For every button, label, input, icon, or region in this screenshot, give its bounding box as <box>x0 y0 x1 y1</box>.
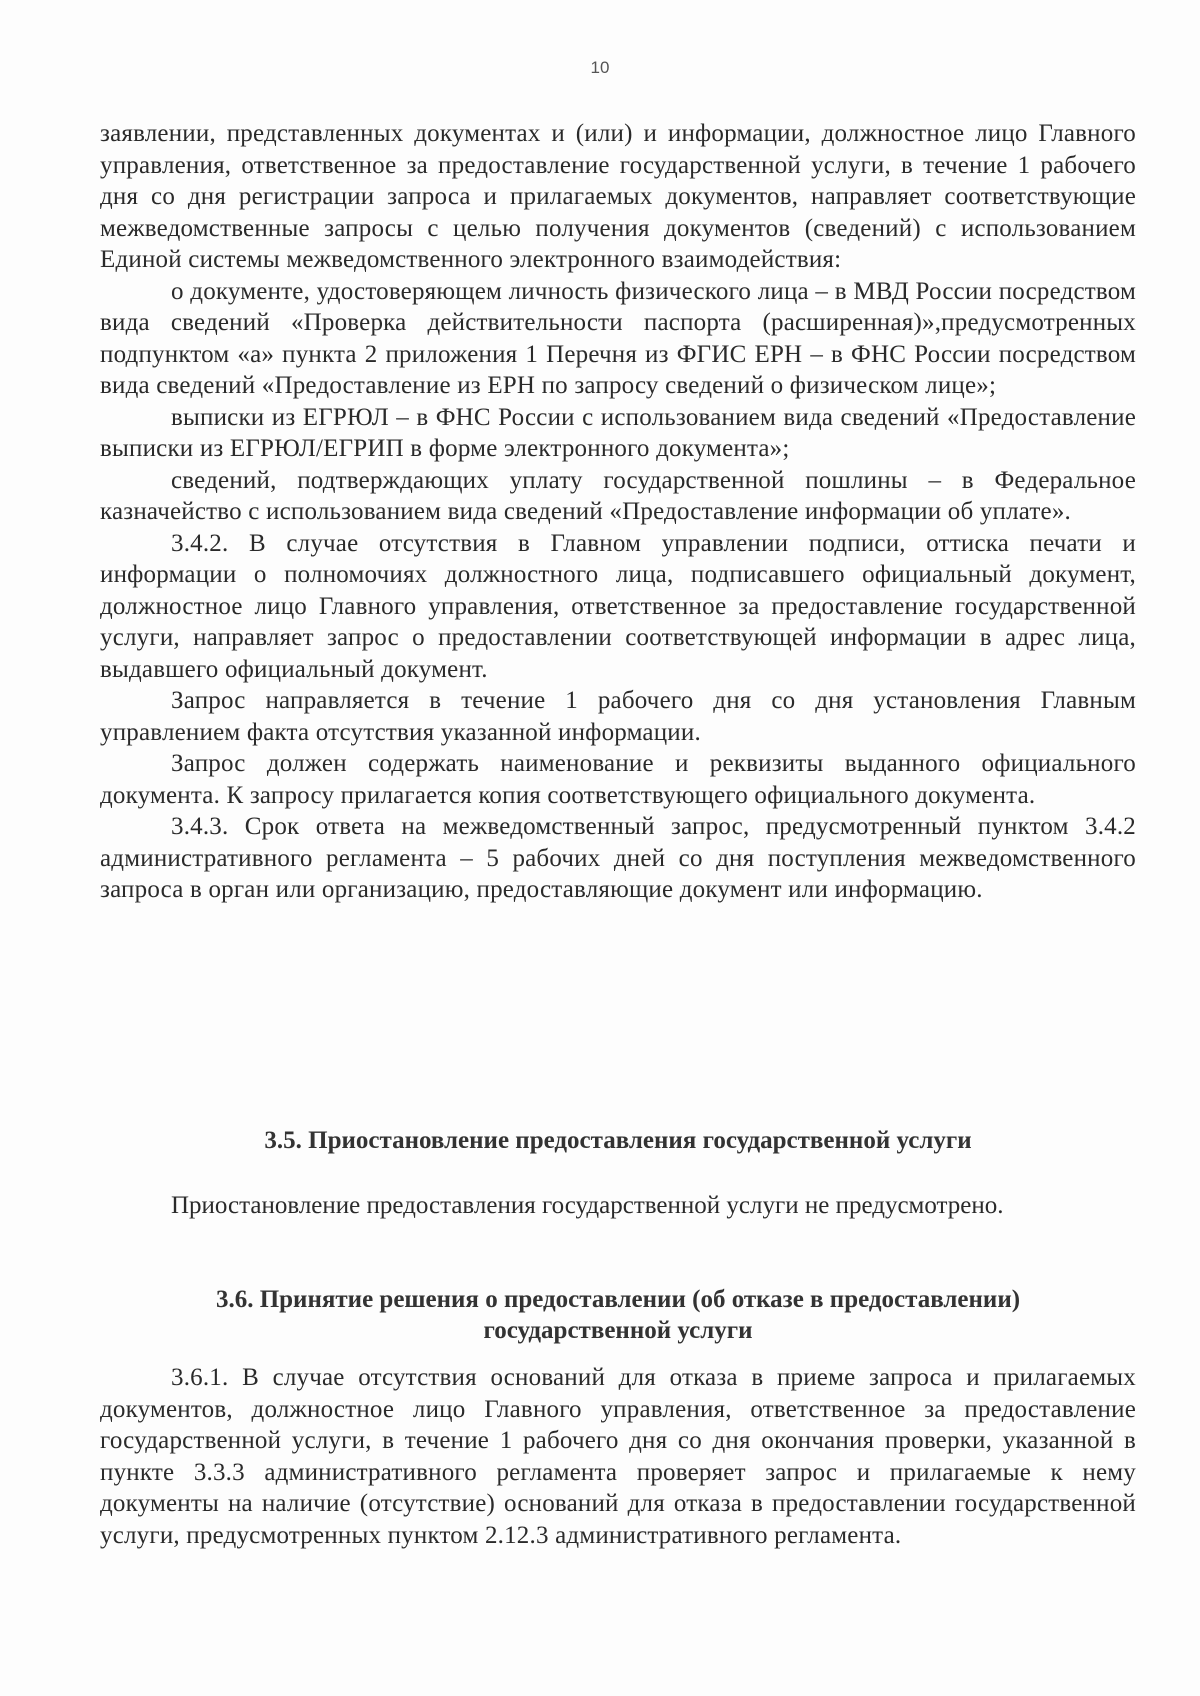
section-heading-3-6-line-1: 3.6. Принятие решения о предоставлении (об отказе в предоставлении) <box>215 1286 1021 1313</box>
paragraph: сведений, подтверждающих уплату государственной пошлины – в Федеральное казначейство с использованием вида сведений «Предоставление информации об уплате». <box>100 466 1136 525</box>
section-3-5-body: Приостановление предоставления государственной услуги не предусмотрено. <box>171 1192 1004 1219</box>
paragraph: Запрос направляется в течение 1 рабочего дня со дня установления Главным управлением факта отсутствия указанной информации. <box>100 687 1136 746</box>
page-number: 10 <box>590 58 610 77</box>
body-text-bottom <box>100 1362 1136 1551</box>
paragraph: выписки из ЕГРЮЛ – в ФНС России с использованием вида сведений «Предоставление выписки из ЕГРЮЛ/ЕГРИП в форме электронного документа»; <box>100 403 1136 462</box>
section-heading-3-5: 3.5. Приостановление предоставления государственной услуги <box>264 1127 972 1154</box>
section-heading-3-6 <box>100 1284 1136 1346</box>
paragraph: 3.4.3. Срок ответа на межведомственный запрос, предусмотренный пунктом 3.4.2 административного регламента – 5 рабочих дней со дня поступления межведомственного запроса в орган или организацию, предоставляющие документ или информацию. <box>100 813 1136 903</box>
body-text-top <box>100 118 1136 906</box>
paragraph: о документе, удостоверяющем личность физического лица – в МВД России посредством вида сведений «Проверка действительности паспорта (расширенная)»,предусмотренных подпунктом «а» пункта 2 приложения 1 Перечня из ФГИС ЕРН – в ФНС России посредством вида сведений «Предоставление из ЕРН по запросу сведений о физическом лице»; <box>100 277 1136 399</box>
paragraph: 3.4.2. В случае отсутствия в Главном управлении подписи, оттиска печати и информации о полномочиях должностного лица, подписавшего официальный документ, должностное лицо Главного управления, ответственное за предоставление государственной услуги, направляет запрос о предоставлении соответствующей информации в адрес лица, выдавшего официальный документ. <box>100 529 1136 683</box>
section-heading-3-6-line-2: государственной услуги <box>483 1317 753 1344</box>
paragraph: заявлении, представленных документах и (или) и информации, должностное лицо Главного управления, ответственное за предоставление государственной услуги, в течение 1 рабочего дня со дня регистрации запроса и прилагаемых документов, направляет соответствующие межведомственные запросы с целью получения документов (сведений) с использованием Единой системы межведомственного электронного взаимодействия: <box>100 120 1136 273</box>
paragraph: 3.6.1. В случае отсутствия оснований для отказа в приеме запроса и прилагаемых документов, должностное лицо Главного управления, ответственное за предоставление государственной услуги, в течение 1 рабочего дня со дня окончания проверки, указанной в пункте 3.3.3 административного регламента проверяет запрос и прилагаемые к нему документы на наличие (отсутствие) оснований для отказа в предоставлении государственной услуги, предусмотренных пунктом 2.12.3 административного регламента. <box>100 1364 1136 1549</box>
paragraph: Запрос должен содержать наименование и реквизиты выданного официального документа. К запросу прилагается копия соответствующего официального документа. <box>100 750 1136 809</box>
